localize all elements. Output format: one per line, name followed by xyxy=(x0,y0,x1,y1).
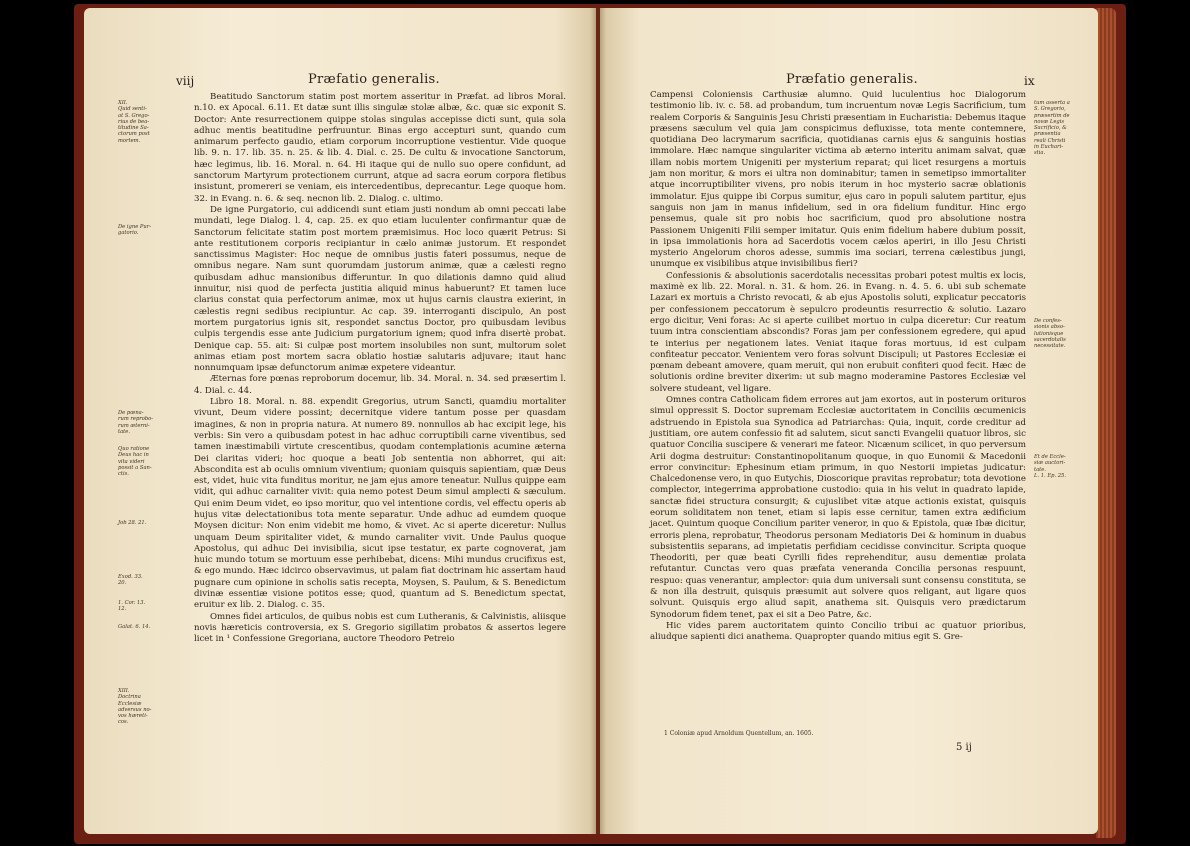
margin-note: Exod. 33. 20. xyxy=(118,574,143,587)
margin-note: XII. Quid senti- at S. Grego- rius de bea- titudine Sa- ctorum post mortem. xyxy=(118,100,150,144)
left-running-head: Præfatio generalis. xyxy=(308,72,440,87)
margin-note: De igne Pur- gatorio. xyxy=(118,224,151,237)
paragraph: Confessionis & absolutionis sacerdotalis necessitas probari potest multis ex locis, maximè ex lib. 22. Moral. n. 31. & hom. 26. in Evang. n. 4. 5. 6. ubi sub schemate Lazari ex mortuis a Christo revocati, & ab ejus Apostolis soluti, explicatur peccatoris per confessionem peccatorum è sepulcro prodeuntis resurrectio & solutio. Lazaro ergo dicitur, Veni foras: Ac si aperte cuilibet mortuo in culpa diceretur: Cur reatum tuum intra conscientiam abscondis? Foras jam per confessionem egredere, qui apud te interius per negationem lates. Veniat itaque foras mortuus, id est culpam confiteatur peccator. Venientem vero foras solvunt Discipuli; ut Pastores Ecclesiæ ei pœnam debeant amovere, quam meruit, qui non erubuit confiteri quod fecit. Hæc de solutionis ordine breviter dixerim: ut sub magno moderamine Pastores Ecclesiæ vel solvere studeant, vel ligare. xyxy=(650,270,1026,394)
paragraph: Campensi Coloniensis Carthusiæ alumno. Quid luculentius hoc Dialogorum testimonio lib. iv. c. 58. ad probandum, tum incruentum novæ Legis Sacrificium, tum realem Corporis & Sanguinis Jesu Christi præsentiam in Eucharistia: Debemus itaque præsens sæculum vel quia jam conspicimus defluxisse, tota mente contemnere, quotidiana Deo lacrymarum sacrificia, quotidianas carnis ejus & sanguinis hostias immolare. Hæc namque singulariter victima ab æterno interitu animam salvat, quæ illam nobis mortem Unigeniti per mysterium reparat; qui licet resurgens a mortuis jam non moritur, & mors ei ultra non dominabitur; tamen in semetipso immortaliter atque incorruptibiliter vivens, pro nobis iterum in hoc mysterio sacræ oblationis immolatur. Ejus quippe ibi Corpus sumitur, ejus caro in populi salutem partitur, ejus sanguis non jam in manus infidelium, sed in ora fidelium funditur. Hinc ergo pensemus, quale sit pro nobis hoc sacrificium, quod pro absolutione nostra Passionem Unigeniti Filii semper imitatur. Quis enim fidelium habere dubium possit, in ipsa immolationis hora ad Sacerdotis vocem cælos aperiri, in illo Jesu Christi mysterio Angelorum choros adesse, summis ima sociari, terrena cælestibus jungi, unumque ex visibilibus atque invisibilibus fieri? xyxy=(650,90,1026,270)
right-body-text xyxy=(650,90,1026,644)
book-gutter xyxy=(590,8,606,834)
paragraph: De igne Purgatorio, cui addicendi sunt etiam justi nondum ab omni peccati labe mundati, lege Dialog. l. 4, cap. 25. ex quo etiam luculenter confirmantur quæ de Sanctorum felicitate statim post mortem præmisimus. Hoc loco quærit Petrus: Si ante restitutionem corporis recipiantur in cælo animæ justorum. Et respondet sanctissimus Magister: Hoc neque de omnibus justis fateri possumus, neque de omnibus negare. Nam sunt quorumdam justorum animæ, quæ a cælesti regno quibusdam adhuc mansionibus differuntur. In quo dilationis damno quid aliud innuitur, nisi quod de perfecta justitia aliquid minus habuerunt? Et tamen luce clarius constat quia perfectorum animæ, mox ut hujus carnis claustra exierint, in cælestis regni sedibus recipiuntur. Ac cap. 39. interroganti discipulo, An post mortem purgatorius ignis sit, respondet sanctus Doctor, pro quibusdam levibus culpis tergendis esse ante Judicium purgatorium ignem; quod infra disertè probat. Denique cap. 55. ait: Si culpæ post mortem insolubiles non sunt, multorum solet animas etiam post mortem sacra oblatio hostiæ salutaris adjuvare; itaut hanc nonnumquam ipsæ defunctorum animæ expetere videantur. xyxy=(194,204,566,374)
margin-note: Job 28. 21. xyxy=(118,520,147,526)
paragraph: Æternas fore pœnas reproborum docemur, lib. 34. Moral. n. 34. sed præsertim l. 4. Dial. c. 44. xyxy=(194,374,566,396)
margin-note: XIII. Doctrina Ecclesiæ adversus no- vos hæreti- cos. xyxy=(118,688,152,726)
signature-mark: 5 ij xyxy=(956,742,972,753)
paragraph: Omnes fidei articulos, de quibus nobis est cum Lutheranis, & Calvinistis, aliisque novis hæreticis controversia, ex S. Gregorio sigillatim probatos & assertos legere licet in ¹ Confessione Gregoriana, auctore Theodoro Petreio xyxy=(194,611,566,645)
paragraph: Beatitudo Sanctorum statim post mortem asseritur in Præfat. ad libros Moral. n.10. ex Apocal. 6.11. Et datæ sunt illis singulæ stolæ albæ, &c. quæ sic exponit S. Doctor: Ante resurrectionem quippe stolas singulas accepisse dicti sunt, quia sola adhuc mentis beatitudine perfruuntur. Binas ergo accepturi sunt, quando cum animarum perfecto gaudio, etiam corporum incorruptione vestientur. Vide quoque lib. 9. n. 17. lib. 35. n. 25. & lib. 4. Dial. c. 25. De cultu & invocatione Sanctorum, hæc legimus, lib. 16. Moral. n. 64. Hi itaque qui de nullo suo opere confidunt, ad sanctorum Martyrum protectionem currunt, atque ad sacra eorum corpora fletibus insistunt, promereri se veniam, eis intercedentibus, deprecantur. Lege quoque hom. 32. in Evang. n. 6. & seq. necnon lib. 2. Dialog. c. ultimo. xyxy=(194,92,566,204)
paragraph: Omnes contra Catholicam fidem errores aut jam exortos, aut in posterum orituros simul oppressit S. Doctor supremam Ecclesiæ auctoritatem in Conciliis œcumenicis adstruendo in Epistola sua Synodica ad Patriarchas: Quia, inquit, corde creditur ad justitiam, ore autem confessio fit ad salutem, sicut sancti Evangelii quatuor libros, sic quatuor Concilia suscipere & venerari me fateor. Nicænum scilicet, in quo perversum Arii dogma destruitur: Constantinopolitanum quoque, in quo Eunomii & Macedonii error convincitur: Ephesinum etiam primum, in quo Nestorii impietas judicatur: Chalcedonense vero, in quo Eutychis, Dioscorique pravitas reprobatur; tota devotione complector, integerrima approbatione custodio: quia in his velut in quadrato lapide, sanctæ fidei structura consurgit; & cujuslibet vitæ atque actionis existat, quisquis eorum soliditatem non tenet, etiam si lapis esse cernitur, tamen extra ædificium jacet. Quintum quoque Concilium pariter veneror, in quo & Epistola, quæ Ibæ dicitur, erroris plena, reprobatur, Theodorus personam Mediatoris Dei & hominum in duabus subsistentiis separans, ad impietatis perfidiam cecidisse convincitur. Scripta quoque Theodoriti, per quæ beati Cyrilli fides reprehenditur, ausu dementiæ prolata refutantur. Cunctas vero quas præfata veneranda Concilia personas respuunt, respuo: quas venerantur, amplector: quia dum universali sunt consensu constituta, se & non illa destruit, quisquis præsumit aut solvere quos religant, aut ligare quos solvunt. Quisquis ergo aliud sapit, anathema sit. Quisquis vero prædictarum Synodorum fidem tenet, pax ei sit a Deo Patre, &c. xyxy=(650,395,1026,620)
margin-note: 1. Cor. 13. 12. xyxy=(118,600,146,613)
footnote: 1 Coloniæ apud Arnoldum Quentellum, an. 1605. xyxy=(664,730,814,737)
paragraph: Libro 18. Moral. n. 88. expendit Gregorius, utrum Sancti, quamdiu mortaliter vivunt, Deum videre possint; decernitque videre tantum posse per quasdam imagines, & non in propria natura. At numero 89. nonnullos ab hac excipit lege, his verbis: Sin vero a quibusdam potest in hac adhuc corruptibili carne viventibus, sed tamen inæstimabili virtute crescentibus, quodam contemplationis acumine æterna Dei claritas videri; hoc quoque a beati Job sententia non abhorret, qui ait: Abscondita est ab oculis omnium viventium; quoniam quisquis sapientiam, quæ Deus est, videt, huic vita funditus moritur, ne jam ejus amore teneatur. Nullus quippe eam vidit, qui adhuc carnaliter vivit: quia nemo potest Deum simul amplecti & sæculum. Qui enim Deum videt, eo ipso moritur, quo vel intentione cordis, vel effectu operis ab hujus vitæ delectationibus tota mente separatur. Unde adhuc ad eumdem quoque Moysen dicitur: Non enim videbit me homo, & vivet. Ac si aperte diceretur: Nullus unquam Deum spiritaliter videt, & mundo carnaliter vivit. Unde Paulus quoque Apostolus, qui adhuc Dei invisibilia, sicut ipse testatur, ex parte cognoverat, jam huic mundo totum se mortuum esse perhibebat, dicens: Mihi mundus crucifixus est, & ego mundo. Hæc idcirco observavimus, ut palam fiat doctrinam hic assertam haud pugnare cum opinione in scholis satis recepta, Moysen, S. Paulum, & S. Benedictum divinæ essentiæ visione potitos esse; quod, quantum ad S. Benedictum spectat, eruitur ex lib. 2. Dialog. c. 35. xyxy=(194,397,566,611)
left-body-text xyxy=(194,92,566,646)
margin-note: Quo ratione Deus hac in vita videri possit a San- ctis. xyxy=(118,446,152,478)
page-edges xyxy=(1096,8,1116,838)
margin-note: De pœna- rum reprobo- rum æterni- tate. xyxy=(118,410,154,435)
right-running-head: Præfatio generalis. xyxy=(786,72,918,87)
right-page xyxy=(600,8,1098,834)
right-page-number: ix xyxy=(1024,74,1035,88)
margin-note: tum asserta a S. Gregorio, præsertim de novæ Legis Sacrificio, & præsentia reali Christi in Euchari- stia. xyxy=(1034,100,1070,157)
margin-note: De confes- sionis abso- lutionisque sacerdotalis necessitate. xyxy=(1034,318,1066,350)
paragraph: Hic vides parem auctoritatem quinto Concilio tribui ac quatuor prioribus, aliudque sapienti dici anathema. Quapropter quando mitius egit S. Gre- xyxy=(650,620,1026,643)
left-page xyxy=(84,8,596,834)
left-page-number: viij xyxy=(176,74,195,88)
margin-note: Et de Eccle- siæ auctori- tate. L. 1. Ep. 25. xyxy=(1034,454,1066,479)
margin-note: Galat. 6. 14. xyxy=(118,624,151,630)
